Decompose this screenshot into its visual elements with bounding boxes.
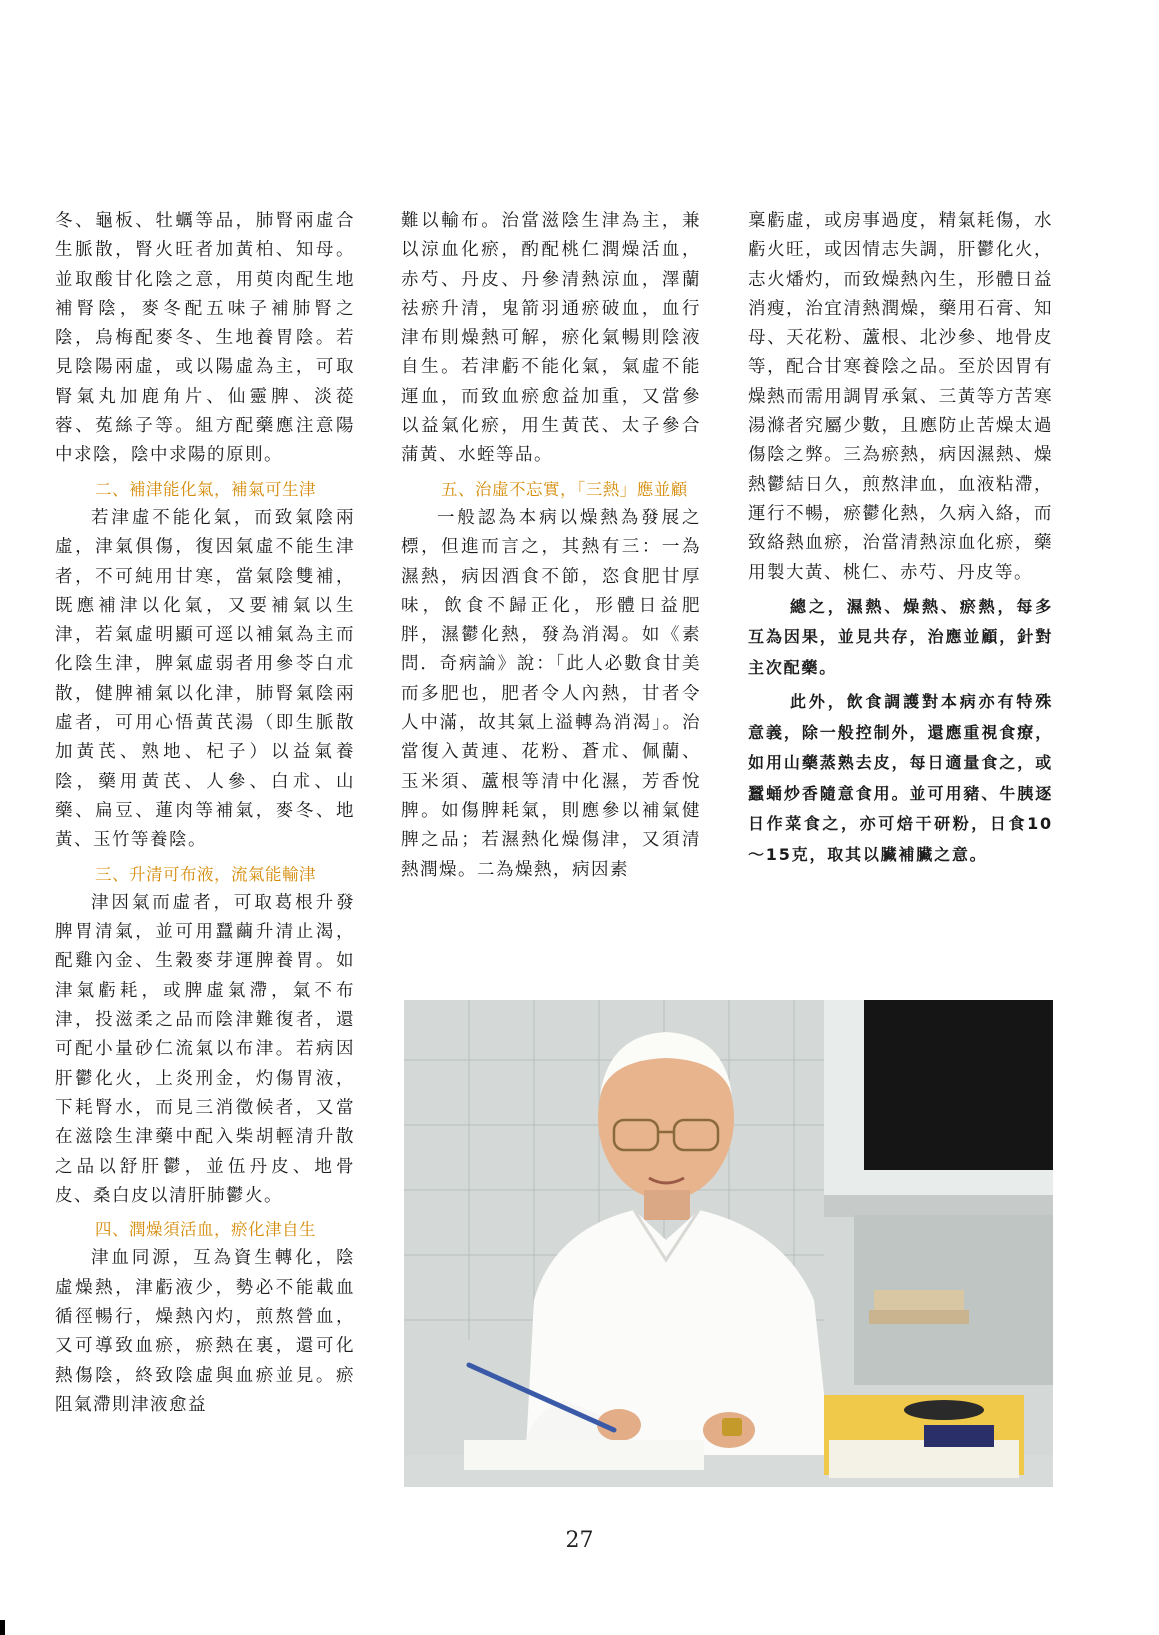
- column-1: [55, 207, 355, 1420]
- paragraph: 冬、龜板、牡蠣等品，肺腎兩虛合生脈散，腎火旺者加黃柏、知母。並取酸甘化陰之意，用萸肉配生地補腎陰，麥冬配五味子補肺腎之陰，烏梅配麥冬、生地養胃陰。若見陰陽兩虛，或以陽虛為主，可取腎氣丸加鹿角片、仙靈脾、淡蓯蓉、菟絲子等。組方配藥應注意陽中求陰，陰中求陽的原則。: [55, 211, 355, 466]
- paragraph: 難以輸布。治當滋陰生津為主，兼以涼血化瘀，酌配桃仁潤燥活血，赤芍、丹皮、丹參清熱涼血，澤蘭祛瘀升清，鬼箭羽通瘀破血，血行津布則燥熱可解，瘀化氣暢則陰液自生。若津虧不能化氣，氣虛不能運血，而致血瘀愈益加重，又當參以益氣化瘀，用生黃芪、太子參合蒲黃、水蛭等品。: [401, 211, 701, 466]
- page-number: 27: [565, 1528, 594, 1553]
- section-heading-3: 三、升清可布液，流氣能輸津: [95, 864, 316, 884]
- paragraph: 若津虛不能化氣，而致氣陰兩虛，津氣俱傷，復因氣虛不能生津者，不可純用甘寒，當氣陰雙補，既應補津以化氣，又要補氣以生津，若氣虛明顯可逕以補氣為主而化陰生津，脾氣虛弱者用參苓白朮散，健脾補氣以化津，肺腎氣陰兩虛者，可用心悟黃芪湯（即生脈散加黃芪、熟地、杞子）以益氣養陰，藥用黃芪、人參、白朮、山藥、扁豆、蓮肉等補氣，麥冬、地黃、玉竹等養陰。: [55, 507, 355, 851]
- paragraph: 津血同源，互為資生轉化，陰虛燥熱，津虧液少，勢必不能載血循徑暢行，燥熱內灼，煎熬營血，又可導致血瘀，瘀熱在裏，還可化熱傷陰，終致陰虛與血瘀並見。瘀阻氣滯則津液愈益: [55, 1248, 355, 1415]
- diet-paragraph: 此外，飲食調護對本病亦有特殊意義，除一般控制外，還應重視食療，如用山藥蒸熟去皮，每日適量食之，或蠶蛹炒香隨意食用。並可用豬、牛胰逐日作菜食之，亦可焙干研粉，日食10～15克，取其以臟補臟之意。: [748, 692, 1053, 864]
- portrait-photo-illustration: [404, 1000, 1053, 1487]
- section-heading-2: 二、補津能化氣，補氣可生津: [95, 479, 316, 499]
- section-heading-5: 五、治虛不忘實，「三熱」應並顧: [441, 479, 688, 499]
- paragraph: 津因氣而虛者，可取葛根升發脾胃清氣，並可用蠶繭升清止渴，配雞內金、生穀麥芽運脾養胃。如津氣虧耗，或脾虛氣滯，氣不布津，投滋柔之品而陰津難復者，還可配小量砂仁流氣以布津。若病因肝鬱化火，上炎刑金，灼傷胃液，下耗腎水，而見三消徵候者，又當在滋陰生津藥中配入柴胡輕清升散之品以舒肝鬱，並伍丹皮、地骨皮、桑白皮以清肝肺鬱火。: [55, 892, 355, 1206]
- paragraph: 稟虧虛，或房事過度，精氣耗傷，水虧火旺，或因情志失調，肝鬱化火，志火燔灼，而致燥熱內生，形體日益消瘦，治宜清熱潤燥，藥用石膏、知母、天花粉、蘆根、北沙參、地骨皮等，配合甘寒養陰之品。至於因胃有燥熱而需用調胃承氣、三黃等方苦寒湯滌者究屬少數，且應防止苦燥太過傷陰之弊。三為瘀熱，病因濕熱、燥熱鬱結日久，煎熬津血，血液粘滯，運行不暢，瘀鬱化熱，久病入絡，而致絡熱血瘀，治當清熱涼血化瘀，藥用製大黃、桃仁、赤芍、丹皮等。: [748, 211, 1053, 583]
- paragraph: 一般認為本病以燥熱為發展之標，但進而言之，其熱有三：一為濕熱，病因酒食不節，恣食肥甘厚味，飲食不歸正化，形體日益肥胖，濕鬱化熱，發為消渴。如《素問．奇病論》說：「此人必數食甘美而多肥也，肥者令人內熱，甘者令人中滿，故其氣上溢轉為消渴」。治當復入黃連、花粉、蒼朮、佩蘭、玉米須、蘆根等清中化濕，芳香悅脾。如傷脾耗氣，則應參以補氣健脾之品；若濕熱化燥傷津，又須清熱潤燥。二為燥熱，病因素: [401, 507, 701, 880]
- scan-edge-mark: [0, 1620, 5, 1635]
- section-heading-4: 四、潤燥須活血，瘀化津自生: [95, 1220, 316, 1240]
- column-2: [401, 207, 701, 885]
- portrait-photo: [404, 1000, 1053, 1487]
- summary-paragraph: 總之，濕熱、燥熱、瘀熱，每多互為因果，並見共存，治應並顧，針對主次配藥。: [748, 596, 1053, 677]
- column-3: [748, 207, 1053, 870]
